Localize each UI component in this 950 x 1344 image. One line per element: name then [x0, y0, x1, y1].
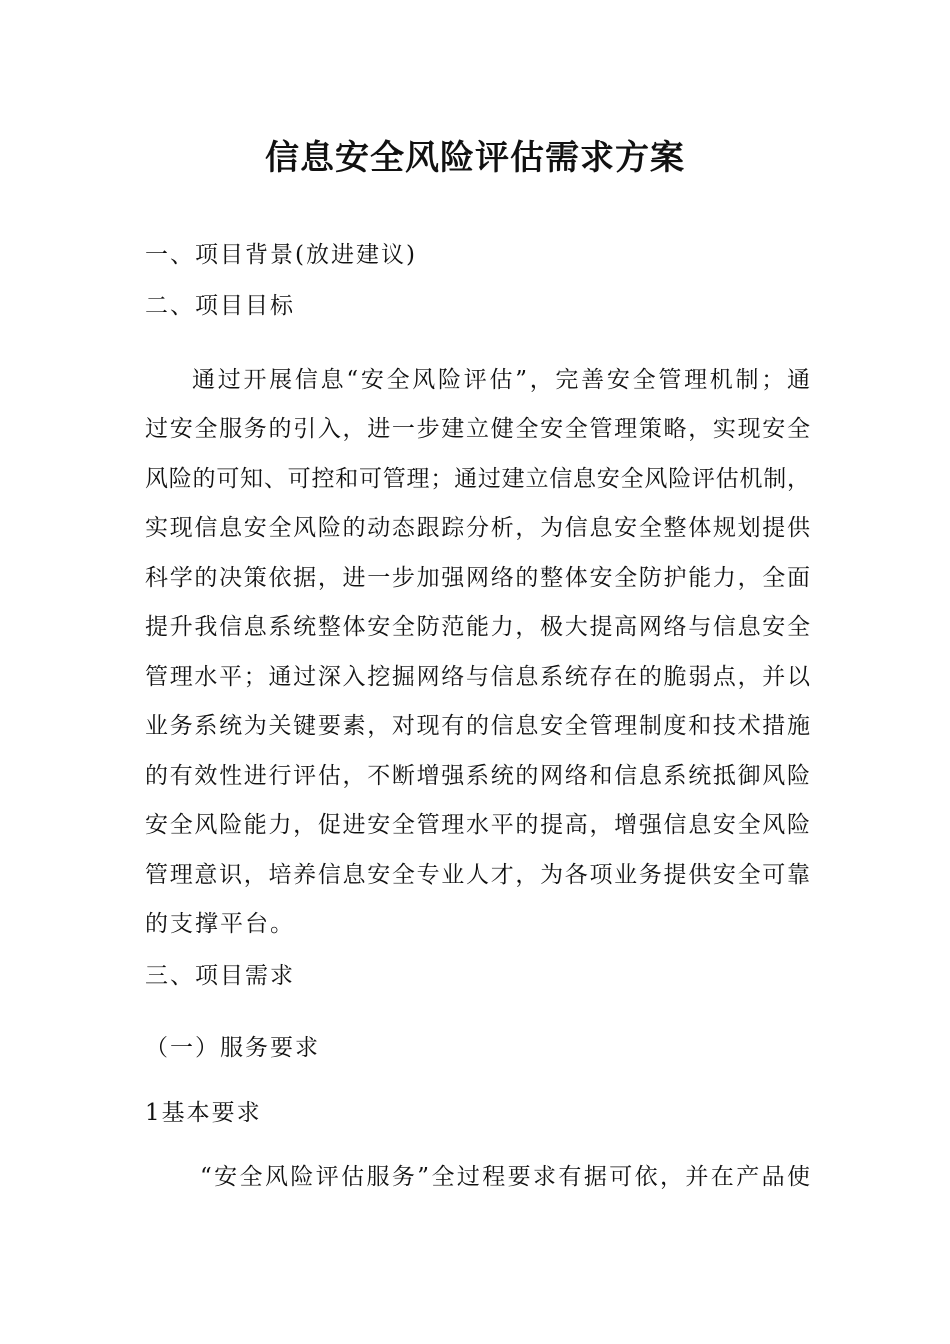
heading-service-requirements: （一）服务要求 [145, 1035, 320, 1061]
goal-paragraph-line: 安全风险能力，促进安全管理水平的提高，增强信息安全风险 [145, 812, 810, 838]
goal-paragraph-line: 风险的可知、可控和可管理；通过建立信息安全风险评估机制， [145, 466, 810, 492]
goal-paragraph-line: 提升我信息系统整体安全防范能力，极大提高网络与信息安全 [145, 614, 810, 640]
goal-paragraph-line: 过安全服务的引入，进一步建立健全安全管理策略，实现安全 [145, 416, 810, 442]
heading-background: 一、项目背景(放进建议) [145, 242, 417, 268]
goal-paragraph-line: 管理意识，培养信息安全专业人才，为各项业务提供安全可靠 [145, 862, 810, 888]
basic-requirements-paragraph: “安全风险评估服务”全过程要求有据可依，并在产品使 [200, 1164, 810, 1190]
goal-paragraph-line: 业务系统为关键要素，对现有的信息安全管理制度和技术措施 [145, 713, 810, 739]
heading-requirements: 三、项目需求 [145, 963, 295, 989]
heading-goal: 二、项目目标 [145, 293, 295, 319]
goal-paragraph-line: 的有效性进行评估，不断增强系统的网络和信息系统抵御风险 [145, 763, 810, 789]
goal-paragraph-line: 的支撑平台。 [145, 911, 295, 937]
heading-basic-requirements: 1基本要求 [145, 1100, 262, 1126]
goal-paragraph-line: 科学的决策依据，进一步加强网络的整体安全防护能力，全面 [145, 565, 810, 591]
goal-paragraph-line: 管理水平；通过深入挖掘网络与信息系统存在的脆弱点，并以 [145, 664, 810, 690]
goal-paragraph-line: 实现信息安全风险的动态跟踪分析，为信息安全整体规划提供 [145, 515, 810, 541]
document-title: 信息安全风险评估需求方案 [265, 138, 685, 178]
goal-paragraph-line: 通过开展信息“安全风险评估”，完善安全管理机制；通 [192, 367, 810, 393]
